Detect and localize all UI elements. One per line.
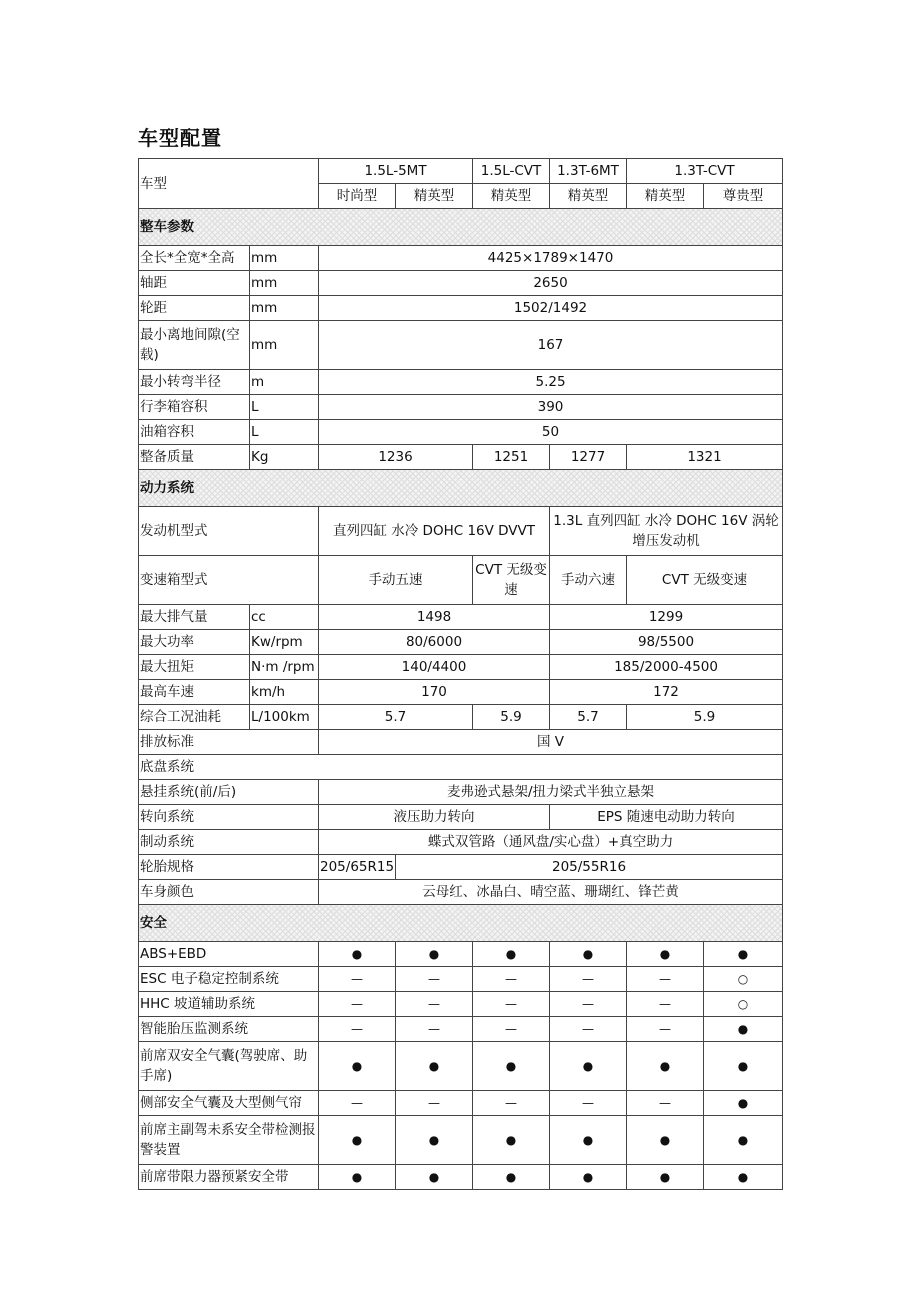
table-row	[139, 321, 783, 370]
spec-label: 综合工况油耗	[139, 705, 250, 730]
spec-value: 直列四缸 水冷 DOHC 16V DVVT	[319, 507, 550, 556]
spec-label: 排放标准	[139, 730, 319, 755]
trim-header: 尊贵型	[704, 184, 783, 209]
spec-unit: mm	[250, 321, 319, 370]
spec-label: 最小转弯半径	[139, 370, 250, 395]
table-row	[139, 556, 783, 605]
spec-unit: mm	[250, 296, 319, 321]
table-row	[139, 855, 783, 880]
feature-mark: ●	[704, 1165, 783, 1190]
feature-label: 侧部安全气囊及大型侧气帘	[139, 1091, 319, 1116]
spec-value: 50	[319, 420, 783, 445]
spec-unit: m	[250, 370, 319, 395]
spec-value: 麦弗逊式悬架/扭力梁式半独立悬架	[319, 780, 783, 805]
feature-mark: ●	[704, 1116, 783, 1165]
spec-label: 变速箱型式	[139, 556, 319, 605]
spec-unit: mm	[250, 271, 319, 296]
spec-value: 国 V	[319, 730, 783, 755]
spec-value: 205/55R16	[396, 855, 783, 880]
table-row	[139, 445, 783, 470]
spec-label: 最高车速	[139, 680, 250, 705]
group-header: 1.5L-CVT	[473, 159, 550, 184]
table-row	[139, 942, 783, 967]
spec-unit: cc	[250, 605, 319, 630]
table-row	[139, 1091, 783, 1116]
spec-value: 4425×1789×1470	[319, 246, 783, 271]
section-safety: 安全	[139, 905, 783, 942]
feature-mark: ●	[473, 942, 550, 967]
table-row	[139, 420, 783, 445]
spec-value: 5.7	[550, 705, 627, 730]
spec-value: 液压助力转向	[319, 805, 550, 830]
feature-mark: ●	[396, 1042, 473, 1091]
table-row	[139, 967, 783, 992]
table-row	[139, 830, 783, 855]
spec-value: 5.9	[473, 705, 550, 730]
feature-mark: ●	[704, 1091, 783, 1116]
feature-label: ESC 电子稳定控制系统	[139, 967, 319, 992]
spec-value: 1498	[319, 605, 550, 630]
feature-mark: ●	[627, 1165, 704, 1190]
feature-mark: ○	[704, 992, 783, 1017]
table-row	[139, 246, 783, 271]
table-row	[139, 992, 783, 1017]
spec-value: 5.25	[319, 370, 783, 395]
feature-label: 前席带限力器预紧安全带	[139, 1165, 319, 1190]
table-row	[139, 1017, 783, 1042]
table-row	[139, 880, 783, 905]
feature-mark: ●	[396, 942, 473, 967]
spec-value: 140/4400	[319, 655, 550, 680]
feature-mark: —	[396, 1091, 473, 1116]
spec-value: 1502/1492	[319, 296, 783, 321]
spec-label: 制动系统	[139, 830, 319, 855]
group-header: 1.3T-CVT	[627, 159, 783, 184]
section-row	[139, 905, 783, 942]
feature-mark: —	[396, 1017, 473, 1042]
spec-value: 185/2000-4500	[550, 655, 783, 680]
table-row	[139, 680, 783, 705]
spec-unit: L	[250, 420, 319, 445]
spec-label: 油箱容积	[139, 420, 250, 445]
spec-value: EPS 随速电动助力转向	[550, 805, 783, 830]
feature-label: HHC 坡道辅助系统	[139, 992, 319, 1017]
feature-label: 前席双安全气囊(驾驶席、助手席)	[139, 1042, 319, 1091]
feature-mark: ●	[319, 1116, 396, 1165]
trim-header: 精英型	[550, 184, 627, 209]
table-row	[139, 370, 783, 395]
feature-mark: —	[627, 967, 704, 992]
table-row	[139, 1116, 783, 1165]
spec-value: 5.9	[627, 705, 783, 730]
feature-mark: ●	[627, 1042, 704, 1091]
spec-label: 全长*全宽*全高	[139, 246, 250, 271]
spec-label: 轴距	[139, 271, 250, 296]
spec-unit: N·m /rpm	[250, 655, 319, 680]
feature-mark: ●	[319, 1042, 396, 1091]
spec-label: 车身颜色	[139, 880, 319, 905]
feature-label: 智能胎压监测系统	[139, 1017, 319, 1042]
feature-mark: ●	[550, 1116, 627, 1165]
spec-value: 1251	[473, 445, 550, 470]
feature-mark: ●	[473, 1042, 550, 1091]
section-row	[139, 470, 783, 507]
spec-label: 悬挂系统(前/后)	[139, 780, 319, 805]
spec-value: 手动五速	[319, 556, 473, 605]
feature-mark: ●	[550, 942, 627, 967]
spec-label: 最大排气量	[139, 605, 250, 630]
feature-mark: —	[396, 967, 473, 992]
section-vehicle: 整车参数	[139, 209, 783, 246]
feature-mark: —	[319, 992, 396, 1017]
section-row	[139, 755, 783, 780]
spec-value: 205/65R15	[319, 855, 396, 880]
spec-value: 云母红、冰晶白、晴空蓝、珊瑚红、锋芒黄	[319, 880, 783, 905]
feature-mark: —	[319, 967, 396, 992]
spec-label: 最大功率	[139, 630, 250, 655]
spec-value: CVT 无级变速	[627, 556, 783, 605]
spec-value: 蝶式双管路（通风盘/实心盘）+真空助力	[319, 830, 783, 855]
spec-label: 最小离地间隙(空载)	[139, 321, 250, 370]
table-row	[139, 630, 783, 655]
feature-mark: ●	[704, 1042, 783, 1091]
spec-unit: km/h	[250, 680, 319, 705]
feature-mark: ●	[704, 1017, 783, 1042]
section-chassis: 底盘系统	[139, 755, 783, 780]
feature-label: ABS+EBD	[139, 942, 319, 967]
feature-mark: —	[550, 992, 627, 1017]
spec-value: 手动六速	[550, 556, 627, 605]
table-row	[139, 605, 783, 630]
table-row	[139, 1042, 783, 1091]
feature-mark: ○	[704, 967, 783, 992]
feature-mark: —	[473, 967, 550, 992]
spec-unit: Kw/rpm	[250, 630, 319, 655]
trim-header: 时尚型	[319, 184, 396, 209]
feature-mark: ●	[319, 1165, 396, 1190]
table-row	[139, 395, 783, 420]
header-row	[139, 159, 783, 184]
spec-value: 2650	[319, 271, 783, 296]
table-row	[139, 730, 783, 755]
feature-mark: —	[550, 1017, 627, 1042]
feature-mark: ●	[396, 1116, 473, 1165]
spec-value: 1277	[550, 445, 627, 470]
feature-mark: —	[473, 1017, 550, 1042]
feature-mark: ●	[704, 942, 783, 967]
feature-mark: —	[319, 1017, 396, 1042]
feature-mark: —	[627, 1017, 704, 1042]
row-label-model: 车型	[139, 159, 319, 209]
trim-header: 精英型	[396, 184, 473, 209]
spec-value: 1321	[627, 445, 783, 470]
spec-value: 390	[319, 395, 783, 420]
feature-mark: ●	[627, 942, 704, 967]
spec-label: 整备质量	[139, 445, 250, 470]
spec-unit: mm	[250, 246, 319, 271]
spec-unit: Kg	[250, 445, 319, 470]
feature-mark: ●	[396, 1165, 473, 1190]
spec-table	[138, 158, 783, 1190]
feature-mark: —	[473, 992, 550, 1017]
feature-mark: —	[473, 1091, 550, 1116]
spec-value: 1.3L 直列四缸 水冷 DOHC 16V 涡轮增压发动机	[550, 507, 783, 556]
feature-mark: —	[550, 967, 627, 992]
group-header: 1.5L-5MT	[319, 159, 473, 184]
feature-mark: ●	[550, 1042, 627, 1091]
table-row	[139, 655, 783, 680]
trim-header: 精英型	[473, 184, 550, 209]
spec-label: 转向系统	[139, 805, 319, 830]
spec-value: 98/5500	[550, 630, 783, 655]
section-row	[139, 209, 783, 246]
spec-label: 行李箱容积	[139, 395, 250, 420]
feature-mark: —	[396, 992, 473, 1017]
spec-label: 最大扭矩	[139, 655, 250, 680]
feature-mark: ●	[550, 1165, 627, 1190]
spec-value: 1299	[550, 605, 783, 630]
spec-value: 172	[550, 680, 783, 705]
spec-label: 轮胎规格	[139, 855, 319, 880]
table-row	[139, 705, 783, 730]
table-row	[139, 780, 783, 805]
feature-mark: —	[550, 1091, 627, 1116]
page-title: 车型配置	[138, 126, 222, 150]
table-row	[139, 1165, 783, 1190]
spec-unit: L	[250, 395, 319, 420]
table-row	[139, 805, 783, 830]
spec-value: CVT 无级变速	[473, 556, 550, 605]
feature-mark: ●	[627, 1116, 704, 1165]
trim-header: 精英型	[627, 184, 704, 209]
section-power: 动力系统	[139, 470, 783, 507]
table-row	[139, 296, 783, 321]
feature-mark: —	[627, 1091, 704, 1116]
table-row	[139, 271, 783, 296]
spec-value: 1236	[319, 445, 473, 470]
spec-unit: L/100km	[250, 705, 319, 730]
group-header: 1.3T-6MT	[550, 159, 627, 184]
feature-mark: ●	[473, 1116, 550, 1165]
spec-value: 167	[319, 321, 783, 370]
spec-label: 轮距	[139, 296, 250, 321]
feature-mark: —	[627, 992, 704, 1017]
feature-mark: ●	[473, 1165, 550, 1190]
feature-mark: ●	[319, 942, 396, 967]
table-row	[139, 507, 783, 556]
spec-value: 5.7	[319, 705, 473, 730]
spec-label: 发动机型式	[139, 507, 319, 556]
spec-value: 80/6000	[319, 630, 550, 655]
spec-value: 170	[319, 680, 550, 705]
feature-mark: —	[319, 1091, 396, 1116]
feature-label: 前席主副驾未系安全带检测报警装置	[139, 1116, 319, 1165]
